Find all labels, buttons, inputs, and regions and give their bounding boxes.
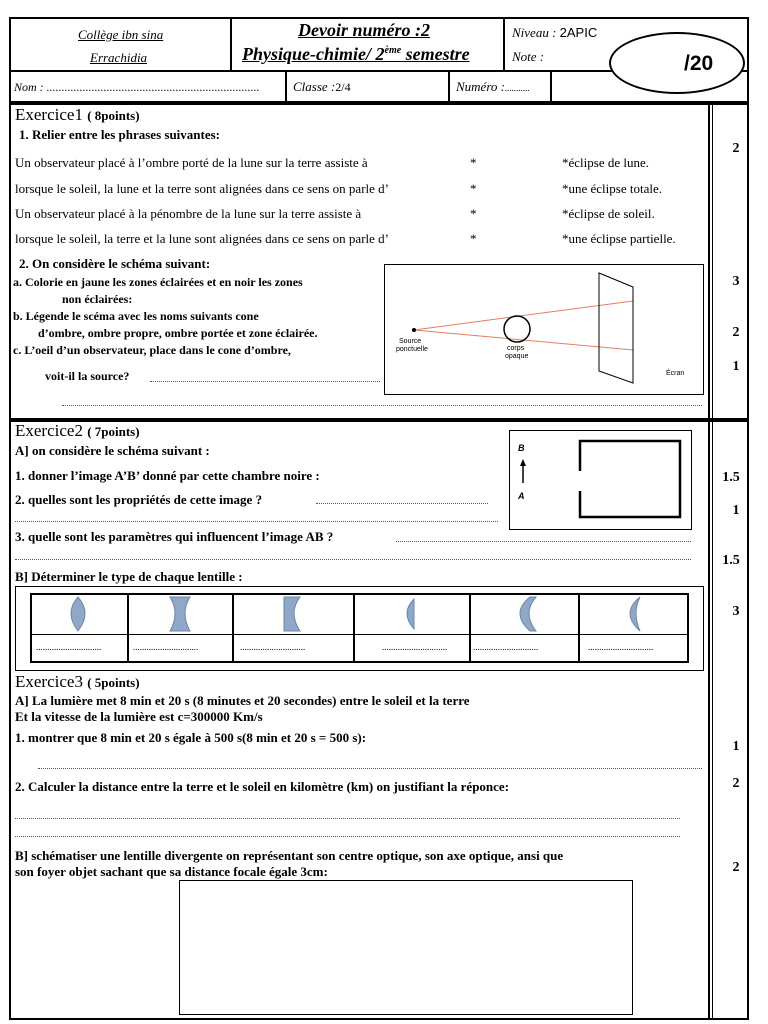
score-oval	[609, 32, 745, 94]
object-arrow-head	[520, 459, 526, 466]
ex1-qa-2: non éclairées:	[62, 292, 133, 306]
score-total: /20	[684, 52, 714, 75]
ex3-q1-line[interactable]	[38, 768, 702, 769]
ex3-q2: 2. Calculer la distance entre la terre et le soleil en kilomètre (km) on justifiant la réponce:	[15, 779, 510, 794]
ex1-qa-1: a. Colorie en jaune les zones éclairées et en noir les zones	[13, 275, 303, 289]
ex1-row-1-star: *	[470, 155, 477, 170]
ex2-points: ( 7points)	[87, 424, 140, 439]
ex2-b-intro: B] Déterminer le type de chaque lentille :	[15, 569, 243, 584]
ex1-row-4-star: *	[470, 231, 477, 246]
niveau-value: 2APIC	[559, 25, 598, 40]
ex1-row-1-right: *éclipse de lune.	[562, 155, 649, 170]
ex3-a-1: A] La lumière met 8 min et 20 s (8 minutes et 20 secondes) entre le soleil et la terre	[15, 693, 470, 708]
ex3-score-2: 2	[732, 776, 740, 791]
box-upper-wall	[580, 441, 680, 517]
ex1-title	[15, 105, 140, 125]
lens-shapes	[30, 593, 689, 635]
ex1-row-3-right: *éclipse de soleil.	[562, 206, 655, 221]
ex3-title	[15, 672, 140, 692]
opaque-body	[504, 316, 530, 342]
ex2-score-3: 1.5	[722, 553, 740, 568]
source-point	[412, 328, 416, 332]
lens-answer-6[interactable]: .............................	[588, 642, 654, 652]
ex1-q2: 2. On considère le schéma suivant:	[19, 256, 211, 271]
ex1-answer-line-2[interactable]	[62, 405, 702, 406]
ex2-q3-line-2[interactable]	[15, 559, 691, 560]
fig-label-A: A	[518, 491, 525, 501]
lens-biconcave-icon	[170, 597, 190, 631]
lens-planoconcave-icon	[284, 597, 300, 631]
numero-field	[456, 79, 530, 95]
ex1-row-2-star: *	[470, 181, 477, 196]
ex2-q3: 3. quelle sont les paramètres qui influencent l’image AB ?	[15, 529, 334, 544]
ex3-points: ( 5points)	[87, 675, 140, 690]
ex1-answer-line-1[interactable]	[150, 381, 380, 382]
lens-answer-2[interactable]: .............................	[133, 642, 199, 652]
ex1-score-3: 2	[732, 325, 740, 340]
exam-subject-a: Physique-chimie/ 2	[242, 44, 385, 64]
school-city: Errachidia	[90, 50, 148, 65]
fig-source-label: Source	[399, 338, 422, 345]
ex3-q2-line-2[interactable]	[15, 836, 680, 837]
ex2-a-intro: A] on considère le schéma suivant :	[15, 443, 210, 458]
ex1-row-2-left: lorsque le soleil, la lune et la terre sont alignées dans ce sens on parle d’	[15, 181, 389, 196]
ex2-q2-line[interactable]	[316, 503, 488, 504]
ex1-points: ( 8points)	[87, 108, 140, 123]
lens-meniscus-convergent-icon	[630, 597, 640, 631]
ex1-qc-1: c. L’oeil d’un observateur, place dans le cone d’ombre,	[13, 343, 291, 357]
fig-corps-label: corps	[507, 345, 525, 352]
ex3-b-2: son foyer objet sachant que sa distance focale égale 3cm:	[15, 864, 328, 879]
note-label: Note :	[512, 49, 545, 64]
ex1-row-3-left: Un observateur placé à la pénombre de la lune sur la terre assiste à	[15, 206, 362, 221]
ex2-q3-line[interactable]	[396, 541, 691, 542]
ex1-qc-2: voit-il la source?	[45, 369, 130, 383]
ex1-row-4-left: lorsque le soleil, la terre et la lune sont alignées dans ce sens on parle d’	[15, 231, 389, 246]
exam-title: Devoir numéro :2	[298, 20, 430, 40]
ex3-score-3: 2	[732, 860, 740, 875]
ex2-score-4: 3	[732, 604, 740, 619]
fig-ponctuelle-label: ponctuelle	[396, 346, 428, 353]
camera-obscura-drawing	[510, 431, 691, 529]
fig-label-B: B	[518, 443, 525, 453]
nom-field: Nom : .......................................................................	[14, 80, 260, 94]
ex2-title-text: Exercice2	[15, 421, 83, 440]
classe-label: Classe :	[293, 79, 336, 94]
lens-answer-3[interactable]: .............................	[240, 642, 306, 652]
ex3-title-text: Exercice3	[15, 672, 83, 691]
numero-label: Numéro :	[456, 79, 505, 94]
ex2-score-1: 1.5	[722, 470, 740, 485]
lens-answer-1[interactable]: .............................	[36, 642, 102, 652]
ex1-title-text: Exercice1	[15, 105, 83, 124]
exam-subject	[242, 44, 470, 65]
ex3-b-1: B] schématiser une lentille divergente on représentant son centre optique, son axe optique, ansi que	[15, 848, 564, 863]
ex1-qb-1: b. Légende le scéma avec les noms suivants cone	[13, 309, 259, 323]
ray-upper	[414, 301, 633, 330]
ex2-score-2: 1	[732, 503, 740, 518]
school-name: Collège ibn sina	[78, 27, 164, 42]
numero-value: ...........	[505, 83, 530, 93]
ex3-a-2: Et la vitesse de la lumière est c=300000 Km/s	[15, 709, 263, 724]
ex2-title	[15, 421, 140, 441]
lens-answer-4[interactable]: .............................	[382, 642, 448, 652]
ex1-qb-2: d’ombre, ombre propre, ombre portée et zone éclairée.	[38, 326, 318, 340]
ex1-score-1: 2	[732, 141, 740, 156]
ex1-q1: 1. Relier entre les phrases suivantes:	[19, 127, 220, 142]
lens-planoconvex-icon	[407, 599, 414, 629]
ex3-q1: 1. montrer que 8 min et 20 s égale à 500 s(8 min et 20 s = 500 s):	[15, 730, 367, 745]
fig-ecran-label: Écran	[666, 370, 685, 377]
classe-value: 2/4	[335, 80, 351, 94]
eclipse-figure-drawing	[385, 265, 703, 394]
ex3-q2-line-1[interactable]	[15, 818, 680, 819]
exam-subject-sup: ème	[384, 45, 402, 56]
ex3-drawing-area[interactable]	[179, 880, 633, 1015]
ex1-row-4-right: *une éclipse partielle.	[562, 231, 676, 246]
ex1-row-1-left: Un observateur placé à l’ombre porté de la lune sur la terre assiste à	[15, 155, 368, 170]
ex3-score-1: 1	[732, 739, 740, 754]
ex2-q2-line-2[interactable]	[15, 521, 498, 522]
lens-answer-5[interactable]: .............................	[473, 642, 539, 652]
ex1-score-2: 3	[732, 274, 740, 289]
niveau-label	[512, 25, 597, 41]
fig-opaque-label: opaque	[505, 353, 529, 360]
lens-meniscus-divergent-icon	[520, 597, 536, 631]
screen	[599, 273, 633, 383]
ex2-q2: 2. quelles sont les propriétés de cette image ?	[15, 492, 263, 507]
lens-biconvex-icon	[71, 597, 85, 631]
niveau-label-text: Niveau :	[512, 25, 557, 40]
ex1-score-4: 1	[732, 359, 740, 374]
exam-subject-b: semestre	[401, 44, 470, 64]
ex1-row-3-star: *	[470, 206, 477, 221]
classe-field	[293, 79, 351, 95]
ex1-row-2-right: *une éclipse totale.	[562, 181, 662, 196]
ex2-q1: 1. donner l’image A’B’ donné par cette chambre noire :	[15, 468, 320, 483]
